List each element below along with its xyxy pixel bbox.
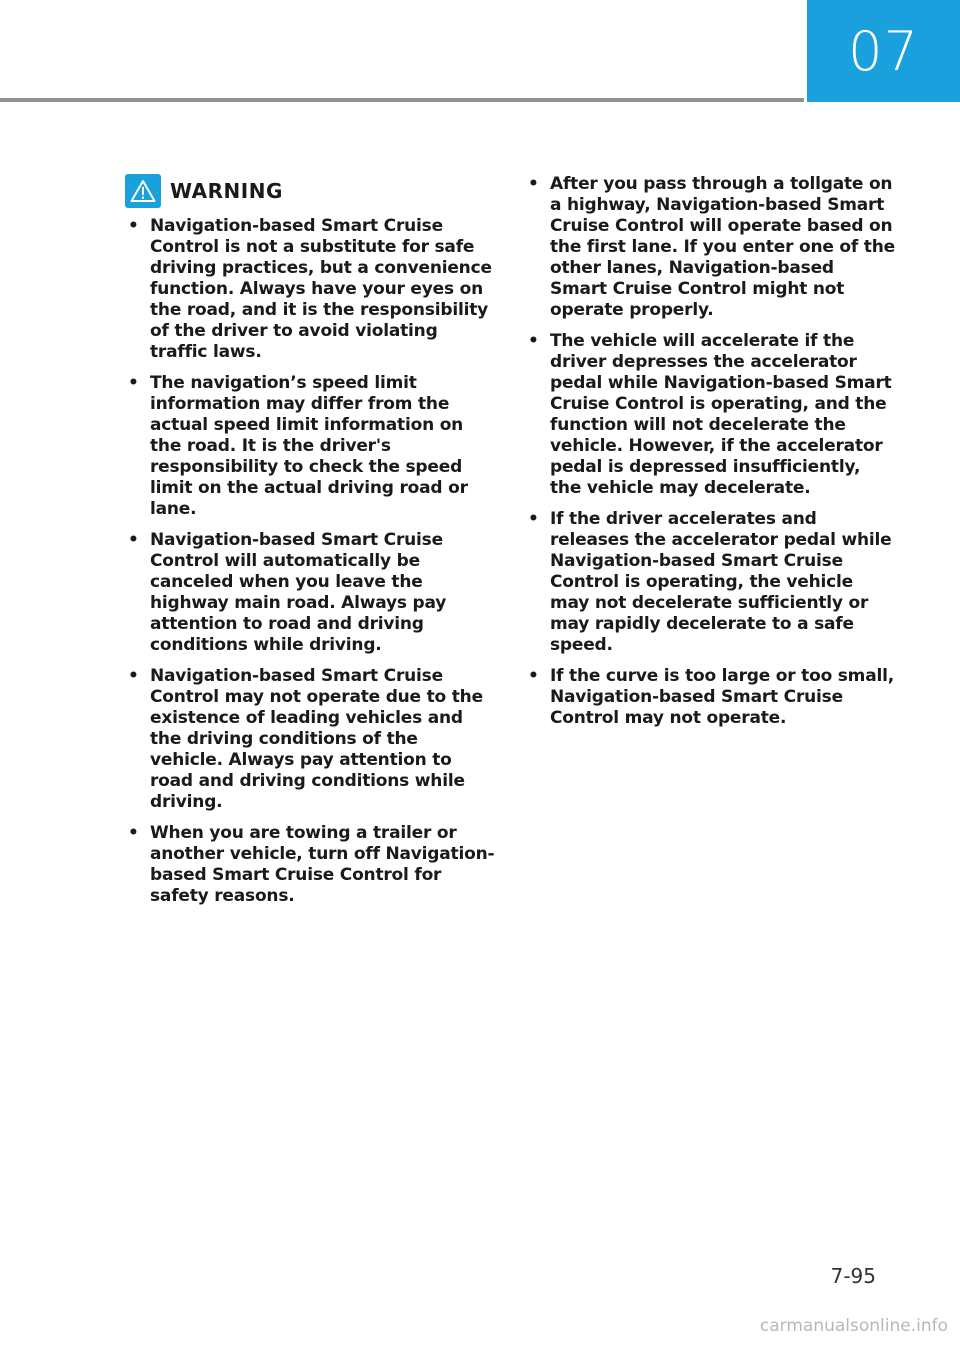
warning-header bbox=[125, 172, 496, 210]
bullet: • bbox=[128, 530, 139, 550]
right-column bbox=[526, 174, 896, 739]
page-number: 7-95 bbox=[830, 1264, 876, 1288]
header-divider bbox=[0, 98, 804, 102]
bullet: • bbox=[528, 174, 539, 194]
bullet: • bbox=[128, 373, 139, 393]
list-item: • Navigation-based Smart Cruise Control is not a substitute for safe driving practices, but a convenience function. Always have your eyes on the road, and it is the responsibility of the driver to avoid violating traffic laws. bbox=[128, 216, 492, 362]
warning-title: WARNING bbox=[170, 179, 283, 203]
list-item: • Navigation-based Smart Cruise Control may not operate due to the existence of leading vehicles and the driving conditions of the vehicle. Always pay attention to road and driving conditions while driving. bbox=[128, 666, 483, 812]
list-item: • When you are towing a trailer or another vehicle, turn off Navigation-based Smart Cruise Control for safety reasons. bbox=[128, 823, 495, 906]
watermark: carmanualsonline.info bbox=[759, 1316, 948, 1336]
bullet: • bbox=[528, 666, 539, 686]
bullet: • bbox=[528, 331, 539, 351]
warning-triangle-icon bbox=[125, 174, 161, 208]
list-item: • If the curve is too large or too small, Navigation-based Smart Cruise Control may not operate. bbox=[528, 666, 894, 728]
warning-list-continued bbox=[526, 174, 896, 729]
bullet: • bbox=[128, 823, 139, 843]
list-item: • Navigation-based Smart Cruise Control will automatically be canceled when you leave the highway main road. Always pay attention to road and driving conditions while driving. bbox=[128, 530, 447, 655]
bullet: • bbox=[128, 666, 139, 686]
warning-list bbox=[126, 216, 496, 907]
left-column bbox=[126, 172, 496, 917]
chapter-tab: 07 bbox=[807, 0, 960, 102]
bullet: • bbox=[528, 509, 539, 529]
list-item: • If the driver accelerates and releases the accelerator pedal while Navigation-based Smart Cruise Control is operating, the vehicle may not decelerate sufficiently or may rapidly decelerate to a safe speed. bbox=[528, 509, 892, 655]
list-item: • After you pass through a tollgate on a highway, Navigation-based Smart Cruise Control will operate based on the first lane. If you enter one of the other lanes, Navigation-based Smart Cruise Control might not operate properly. bbox=[528, 174, 895, 320]
list-item: • The navigation’s speed limit information may differ from the actual speed limit information on the road. It is the driver's responsibility to check the speed limit on the actual driving road or lane. bbox=[128, 373, 468, 519]
bullet: • bbox=[128, 216, 139, 236]
list-item: • The vehicle will accelerate if the driver depresses the accelerator pedal while Navigation-based Smart Cruise Control is operating, and the function will not decelerate the vehicle. However, if the accelerator pedal is depressed insufficiently, the vehicle may decelerate. bbox=[528, 331, 892, 498]
